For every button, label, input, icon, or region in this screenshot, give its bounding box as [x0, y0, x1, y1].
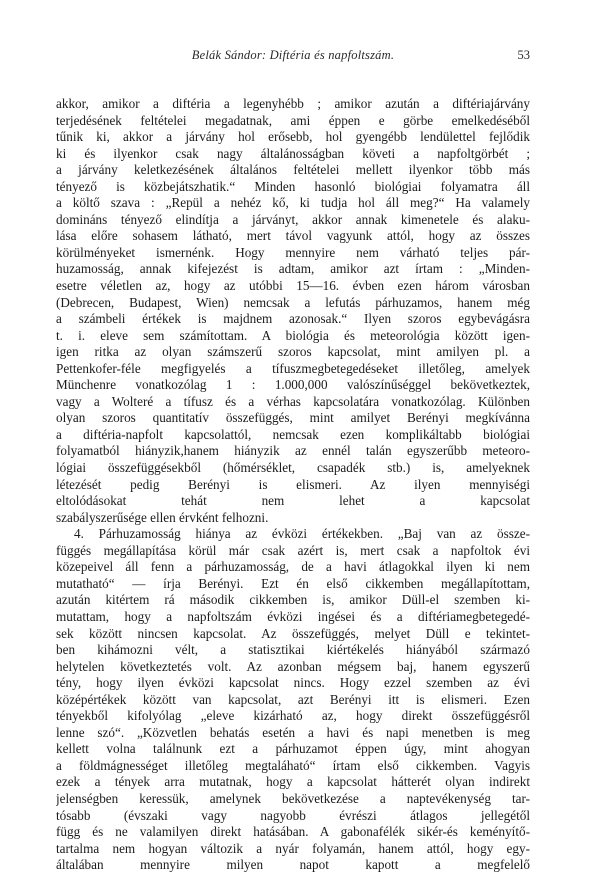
text-line: huzamosság, annak kifejezést is adtam, amikor azt írtam : „Minden- [56, 261, 530, 277]
text-line: a földmágnességet illetőleg megtaláható“ írtam első cikkemben. Vagyis [56, 757, 530, 773]
text-line: körülményeket ismernénk. Hogy mennyire nem várható teljes pár- [56, 244, 530, 260]
text-line: lenne szó“. „Közvetlen behatás esetén a havi és napi menetben is meg [56, 724, 530, 740]
text-line: azután kitértem rá második cikkemben is, amikor Düll-el szemben ki- [56, 592, 530, 608]
text-line: t. i. eleve sem számítottam. A biológia és meteorológia között igen- [56, 327, 530, 343]
text-line: kellett volna találnunk ezt a párhuzamot éppen úgy, mint ahogyan [56, 741, 530, 757]
text-line: ezek a tények arra mutatnak, hogy a kapcsolat hátterét olyan indirekt [56, 774, 530, 790]
text-line: terjedésének feltételei megadatnak, ami éppen e görbe emelkedéséből [56, 112, 530, 128]
text-line: sek között nincsen kapcsolat. Az összefüggés, melyet Düll e tekintet- [56, 625, 530, 641]
text-line: ki és ilyenkor csak nagy általánosságban követi a napfoltgörbét ; [56, 145, 530, 161]
text-line: olyan szoros quantitatív összefüggés, mint amilyet Berényi megkívánna [56, 410, 530, 426]
text-line: domináns tényező elindítja a járványt, akkor annak kimenetele és alaku- [56, 211, 530, 227]
text-line: Pettenkofer-féle megfigyelés a tífuszmegbetegedéseket illetőleg, amelyek [56, 360, 530, 376]
text-line: közepeivel áll fenn a párhuzamosság, de a havi átlagokkal ilyen ki nem [56, 559, 530, 575]
page-number: 53 [517, 48, 530, 62]
text-line: lása előre sohasem látható, mert távol vagyunk attól, hogy az összes [56, 228, 530, 244]
text-line: tényekből kifolyólag „eleve kizárható az, hogy direkt összefüggésről [56, 708, 530, 724]
text-line: függ és ne valamilyen direkt hatásában. A gabonafélék sikér-és keményítő- [56, 824, 530, 840]
text-line: lógiai összefüggésekből (hőmérséklet, csapadék stb.) is, amelyeknek [56, 460, 530, 476]
text-line: tartalma nem hogyan változik a nyár folyamán, hanem attól, hogy egy- [56, 840, 530, 856]
text-line: szabályszerűsége ellen érvként felhozni. [56, 509, 269, 525]
text-line: ben kihámozni vélt, a statisztikai kiértékelés hiányából származó [56, 642, 530, 658]
page-header [56, 46, 530, 66]
text-line: helytelen következtetés volt. Az azonban mégsem baj, hanem egyszerű [56, 658, 530, 674]
text-line: a költő szava : „Repül a nehéz kő, ki tudja hol áll meg?“ Ha valamely [56, 195, 530, 211]
text-line: mutatható“ — írja Berényi. Ezt én első cikkemben megállapítottam, [56, 575, 530, 591]
text-line: a járvány keletkezésének általános feltételei mellett ilyenkor több más [56, 162, 530, 178]
text-line: (Debrecen, Budapest, Wien) nemcsak a lefutás párhuzamos, hanem még [56, 294, 530, 310]
text-line: tény, hogy ilyen évközi kapcsolat nincs. Hogy ezzel szemben az évi [56, 675, 530, 691]
text-line: a számbeli értékek is majdnem azonosak.“ Ilyen szoros egybevágásra [56, 311, 530, 327]
text-line: tósabb (évszaki vagy nagyobb évrészi átlagos jellegétől [56, 807, 530, 823]
text-line: függés megállapítása körül már csak azért is, mert csak a napfoltok évi [56, 542, 530, 558]
running-title: Belák Sándor: Diftéria és napfoltszám. [191, 48, 395, 62]
text-line: akkor, amikor a diftéria a legenyhébb ; amikor azután a diftériajárvány [56, 96, 530, 111]
text-line: jelenségben keressük, amelynek bekövetkezése a naptevékenység tar- [56, 790, 530, 806]
body-text [56, 96, 530, 874]
text-line: folyamatból hiányzik,hanem hiányzik az ennél talán egyszerűbb meteoro- [56, 443, 530, 459]
text-line: tényező is közbejátszhatik.“ Minden hasonló biológiai folyamatra áll [56, 178, 530, 194]
text-line: tűnik ki, akkor a járvány hol erősebb, hol gyengébb lendülettel fejlődik [56, 129, 530, 145]
text-line: igen ritka az olyan számszerű szoros kapcsolat, mint amilyen pl. a [56, 344, 530, 360]
text-line: 4. Párhuzamosság hiánya az évközi értékekben. „Baj van az össze- [74, 526, 530, 542]
text-line: esetre véletlen az, hogy az utóbbi 15—16. évben ezen három városban [56, 278, 530, 294]
text-line: mutattam, hogy a napfoltszám évközi ingései és a diftériamegbetegedé- [56, 608, 530, 624]
text-line: általában mennyire milyen napot kapott a megfelelő [56, 857, 530, 873]
text-line: Münchenre vonatkozólag 1 : 1.000,000 valószínűséggel bekövetkeztek, [56, 377, 530, 393]
text-line: vagy a Wolteré a tífusz és a vérhas kapcsolatára vonatkozólag. Különben [56, 393, 530, 409]
text-line: létezését pedig Berényi is elismeri. Az ilyen mennyiségi [56, 476, 530, 492]
text-line: eltolódásokat tehát nem lehet a kapcsolat [56, 493, 530, 509]
text-line: középértékek között van kapcsolat, azt Berényi itt is elismeri. Ezen [56, 691, 530, 707]
text-line: a diftéria-napfolt kapcsolattól, nemcsak ezen komplikáltabb biológiai [56, 426, 530, 442]
